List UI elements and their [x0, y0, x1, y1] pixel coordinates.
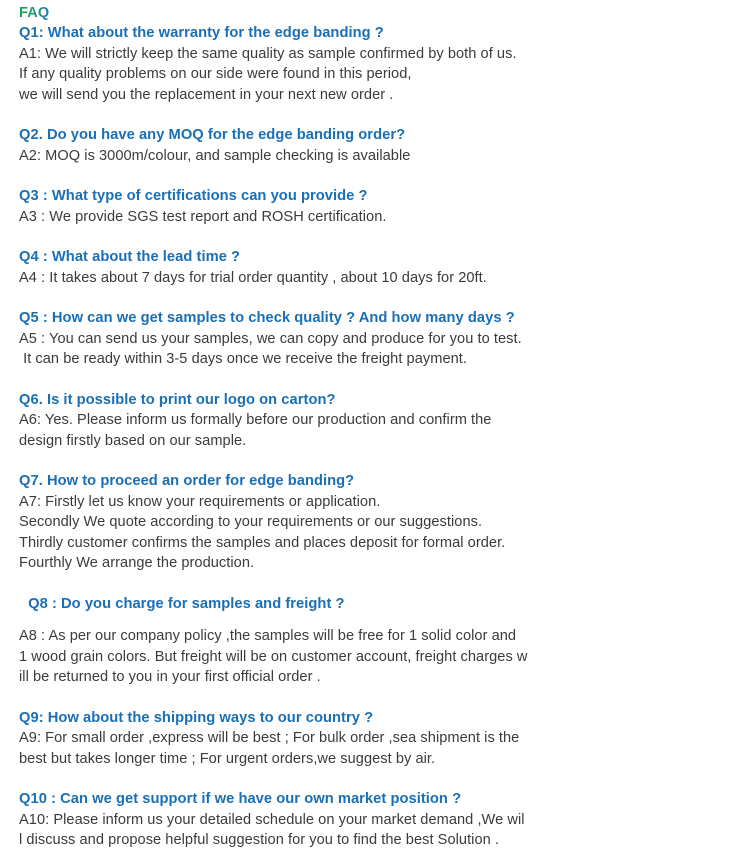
section-spacer [19, 688, 750, 708]
faq-answer-line: A9: For small order ,express will be best ; For bulk order ,sea shipment is the [19, 730, 520, 746]
faq-question: Q6. Is it possible to print our logo on carton? [19, 391, 336, 408]
faq-item-q9 [19, 708, 750, 770]
faq-question: Q4 : What about the lead time ? [19, 249, 241, 265]
faq-question: Q7. How to proceed an order for edge banding? [19, 473, 355, 489]
faq-answer-line: A5 : You can send us your samples, we can copy and produce for you to test. [19, 330, 522, 347]
faq-item-q3 [19, 186, 750, 227]
faq-question: Q10 : Can we get support if we have our own market position ? [19, 791, 462, 807]
section-spacer [19, 227, 750, 247]
page-title: FAQ [19, 5, 50, 21]
faq-question: Q1: What about the warranty for the edge banding ? [19, 25, 384, 41]
faq-item-q1 [19, 23, 750, 105]
section-spacer [19, 574, 750, 594]
faq-question: Q5 : How can we get samples to check quality ? And how many days ? [19, 310, 515, 326]
faq-answer-line: A10: Please inform us your detailed schedule on your market demand ,We wil [19, 811, 525, 828]
section-spacer [19, 105, 750, 125]
faq-item-q8 [19, 594, 750, 688]
faq-item-q7 [19, 471, 750, 574]
faq-answer-line: we will send you the replacement in your next new order . [19, 86, 394, 103]
faq-question: Q8 : Do you charge for samples and freight ? [24, 595, 345, 612]
faq-answer-line: design firstly based on our sample. [19, 432, 247, 449]
faq-question: Q2. Do you have any MOQ for the edge banding order? [19, 127, 406, 143]
faq-question: Q3 : What type of certifications can you provide ? [19, 188, 368, 204]
section-spacer [19, 370, 750, 390]
section-spacer [19, 451, 750, 471]
faq-item-q10 [19, 789, 750, 851]
faq-answer-line: l discuss and propose helpful suggestion for you to find the best Solution . [19, 832, 500, 848]
faq-item-q6 [19, 390, 750, 452]
faq-answer-line: A8 : As per our company policy ,the samples will be free for 1 solid color and [19, 628, 517, 644]
faq-item-q4 [19, 247, 750, 288]
faq-answer-line: A2: MOQ is 3000m/colour, and sample checking is available [19, 147, 411, 164]
faq-answer-line: It can be ready within 3-5 days once we receive the freight payment. [19, 351, 467, 367]
faq-answer-line: If any quality problems on our side were found in this period, [19, 66, 412, 82]
faq-item-q2 [19, 125, 750, 166]
section-spacer [19, 166, 750, 186]
faq-answer-line: ill be returned to you in your first official order . [19, 669, 321, 685]
question-answer-spacer [19, 614, 750, 626]
faq-answer-line: A6: Yes. Please inform us formally before our production and confirm the [19, 412, 492, 428]
faq-answer-line: Thirdly customer confirms the samples and places deposit for formal order. [19, 534, 506, 551]
faq-answer-line: 1 wood grain colors. But freight will be on customer account, freight charges w [19, 648, 528, 665]
faq-answer-line: Secondly We quote according to your requirements or our suggestions. [19, 514, 483, 530]
faq-answer-line: A1: We will strictly keep the same quality as sample confirmed by both of us. [19, 45, 517, 62]
faq-question: Q9: How about the shipping ways to our country ? [19, 709, 374, 726]
faq-answer-line: A3 : We provide SGS test report and ROSH certification. [19, 208, 387, 225]
section-spacer [19, 288, 750, 308]
faq-answer-line: A4 : It takes about 7 days for trial order quantity , about 10 days for 20ft. [19, 269, 487, 286]
section-spacer [19, 769, 750, 789]
faq-answer-line: Fourthly We arrange the production. [19, 555, 255, 571]
faq-answer-line: best but takes longer time ; For urgent orders,we suggest by air. [19, 750, 436, 767]
faq-item-q5 [19, 308, 750, 370]
faq-answer-line: A7: Firstly let us know your requirements or application. [19, 493, 381, 510]
